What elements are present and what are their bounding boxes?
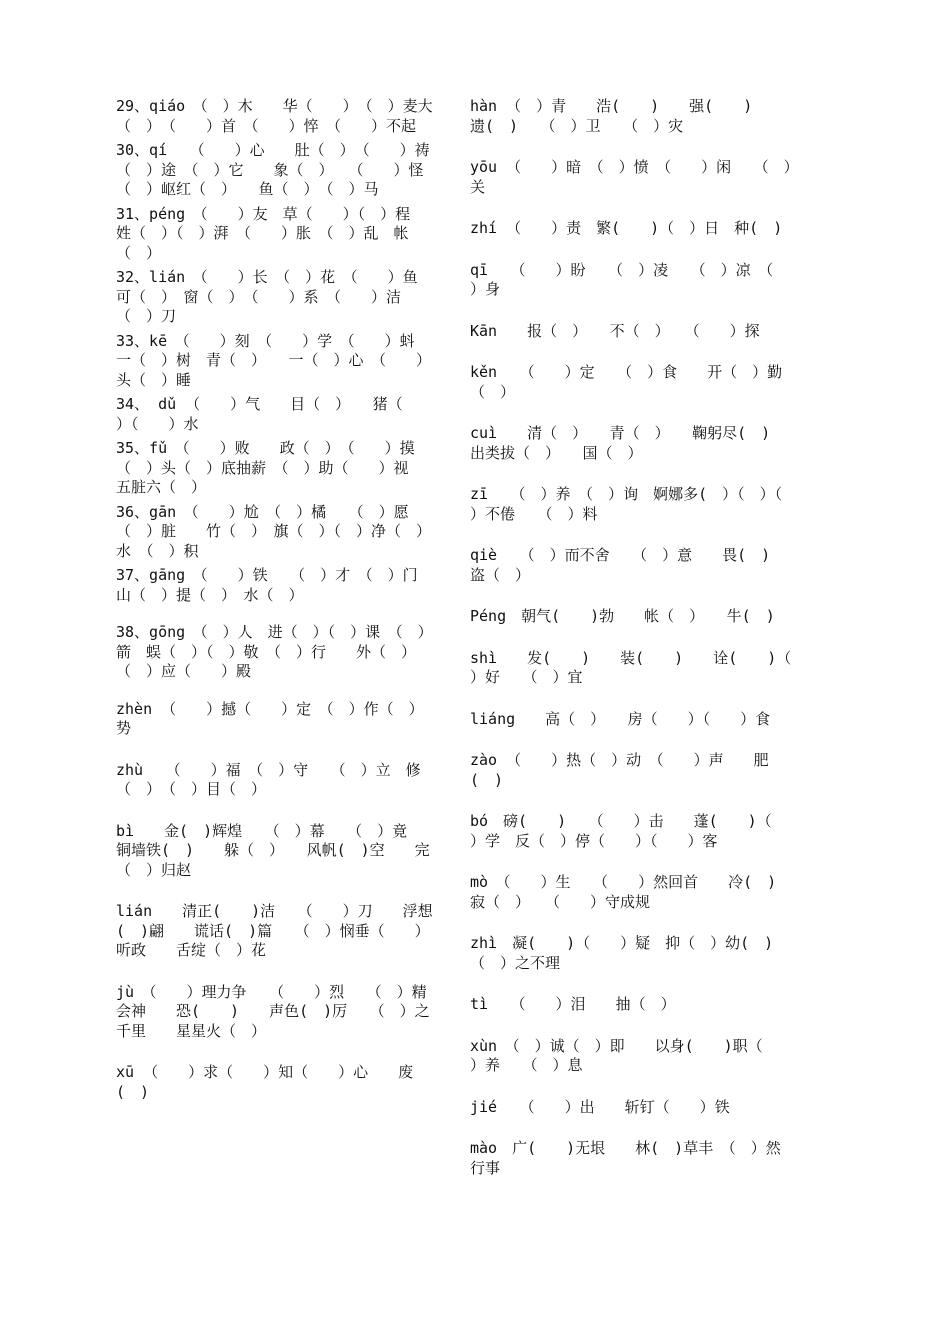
list-item: zī （ ）养 （ ）询 婀娜多( ）（ ）（ ）不倦 （ ）料 <box>470 485 813 523</box>
list-item: zào （ ）热（ ）动 （ ）声 肥( ) <box>470 751 769 789</box>
list-item: yōu （ ）暗 （ ）愤 （ ）闲 （ ）关 <box>470 158 792 196</box>
left-column <box>116 97 463 1124</box>
list-item: bì 金( )辉煌 （ ）幕 （ ）竟 铜墙铁( ) 躲（ ） 风帆( )空 完（ ）归赵 <box>116 821 438 879</box>
list-item: liáng 高（ ） 房（ ）（ ）食 <box>470 709 771 728</box>
list-item: jié （ ）出 斩钉（ ）铁 <box>470 1097 730 1116</box>
list-item: 38、gōng （ ）人 进（ ）（ ）课 （ ）箭 蜈（ ）（ ）敬 （ ）行 外（ ）（ ）应（ ）殿 <box>116 623 433 680</box>
list-item: 37、gāng （ ）铁 （ ）才 （ ）门 山（ ）提（ ） 水（ ） <box>116 566 463 604</box>
list-item: 33、kē （ ）刻 （ ）学 （ ）蚪 一（ ）树 青（ ） 一（ ）心 （ ）头（ ）睡 <box>116 331 432 389</box>
list-item: shì 发( ) 装( ) 诠( )（ ）好 （ ）宜 <box>470 648 822 686</box>
list-item: zhèn （ ）撼（ ）定 （ ）作（ ）势 <box>116 699 424 737</box>
list-item: 31、péng （ ）友 草（ ）（ ）程 姓（ ）（ ）湃 （ ）胀 （ ）乱 帐（ ） <box>116 204 426 262</box>
list-item: cuì 清（ ） 青（ ） 鞠躬尽( ) 出类拔（ ） 国（ ） <box>470 424 801 462</box>
list-item: 36、gān （ ）尬 （ ）橘 （ ）愿（ ）脏 竹（ ） 旗（ ）（ ）净（ ）水 （ ）积 <box>116 502 432 560</box>
list-item: qiè （ ）而不舍 （ ）意 畏( ) 盗（ ） <box>470 546 801 584</box>
list-item: bó 磅( ) （ ）击 蓬( )（ ）学 反（ ）停（ ）（ ）客 <box>470 812 802 850</box>
list-item: qī （ ）盼 （ ）凌 （ ）凉 （ ）身 <box>470 260 804 298</box>
list-item: Kān 报（ ） 不（ ） （ ）探 <box>470 321 760 340</box>
list-item: xùn （ ）诚（ ）即 以身( )职（ ）养 （ ）息 <box>470 1036 793 1074</box>
list-item: 34、 dǔ （ ）气 目（ ） 猪（ ）（ ）水 <box>116 395 433 433</box>
list-item: tì （ ）泪 抽（ ） <box>470 995 676 1013</box>
list-item: 29、qiáo （ ）木 华（ ） （ ）麦大（ ） （ ）首 （ ）悴 （ ）不起 <box>116 97 433 135</box>
list-item: hàn （ ）青 浩( ) 强( ) 遗( ) （ ）卫 （ ）灾 <box>470 97 783 135</box>
list-item: zhì 凝( )（ ）疑 抑（ ）幼( ) （ ）之不理 <box>470 934 804 972</box>
list-item: 35、fǔ （ ）败 政（ ） （ ）摸 （ ）头（ ）底抽薪 （ ）助（ ）视 五脏六（ ） <box>116 439 430 496</box>
list-item: 30、qí （ ）心 肚（ ） （ ）祷 （ ）途 （ ）它 象（ ） （ ）怪（ ）岖红（ ） 鱼（ ） （ ）马 <box>116 141 445 198</box>
list-item: mào 广( )无垠 林( )草丰 （ ）然行事 <box>470 1139 781 1177</box>
right-column <box>470 97 822 1200</box>
list-item: mò （ ）生 （ ）然回首 冷( ) 寂（ ） （ ）守成规 <box>470 873 807 911</box>
list-item: lián 清正( )洁 （ ）刀 浮想( )翩 谎话( )篇 （ ）悯垂（ ）听政 舌绽（ ）花 <box>116 902 433 959</box>
list-item: jù （ ）理力争 （ ）烈 （ ）精会神 恐( ) 声色( )厉 （ ）之千里 星星火（ ） <box>116 982 430 1040</box>
list-item: 32、lián （ ）长 （ ）花 （ ）鱼 可（ ） 窗（ ） （ ）系 （ ）洁（ ）刀 <box>116 268 433 325</box>
list-item: Péng 朝气( )勃 帐（ ） 牛( ) <box>470 607 775 625</box>
list-item: zhí （ ）责 繁( )（ ）日 种( ) <box>470 219 783 237</box>
list-item: zhù （ ）福 （ ）守 （ ）立 修（ ） （ ）目（ ） <box>116 760 421 798</box>
list-item: xū （ ）求（ ）知（ ）心 废( ) <box>116 1063 414 1101</box>
list-item: kěn （ ）定 （ ）食 开（ ）勤（ ） <box>470 363 783 401</box>
